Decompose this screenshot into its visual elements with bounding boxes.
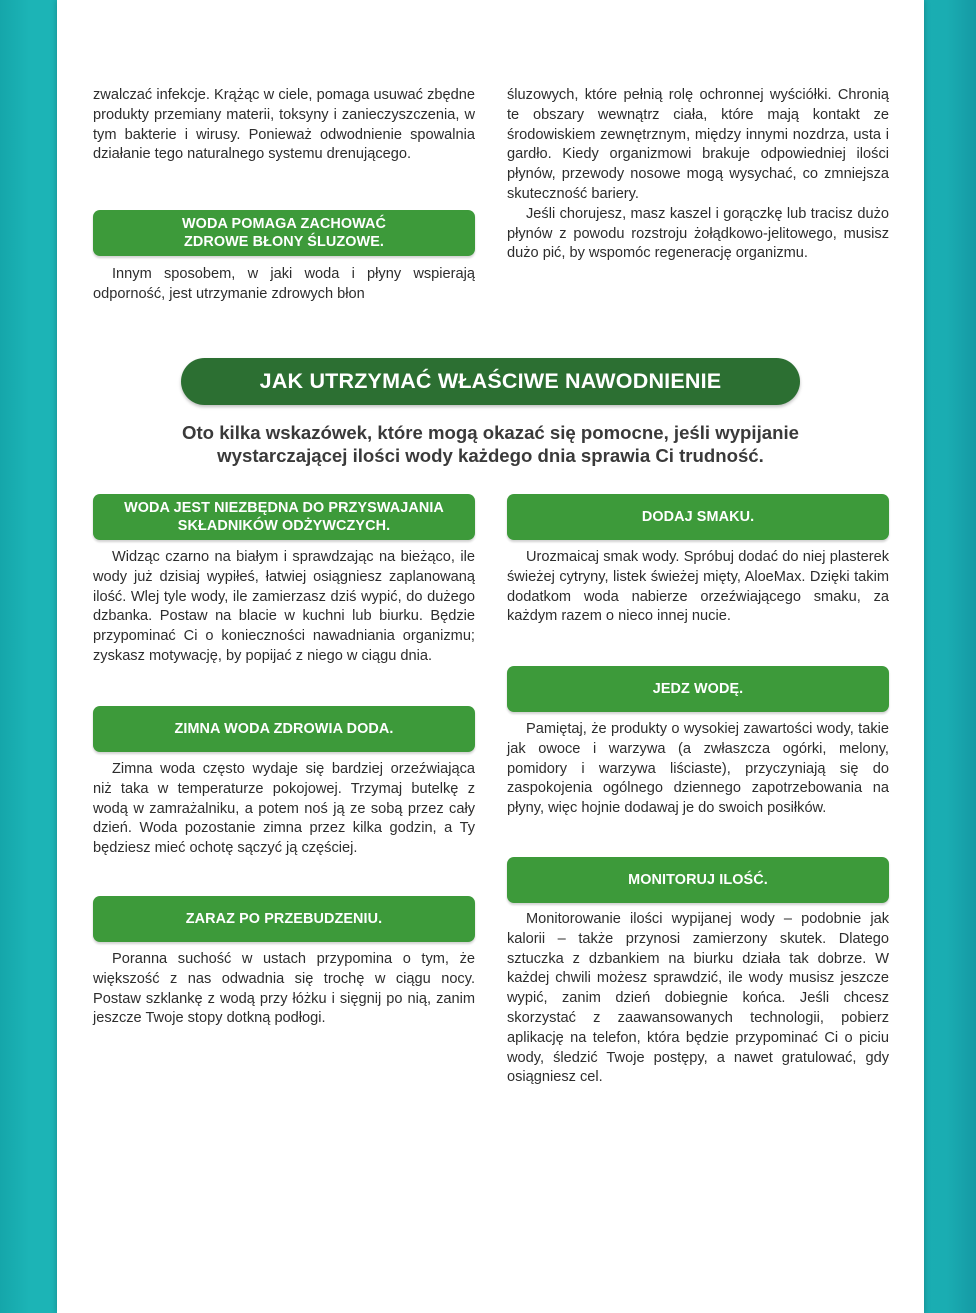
- section-intro: [117, 421, 864, 467]
- left-intro-text: zwalczać infekcje. Krążąc w ciele, pomaga usuwać zbędne produkty przemiany materii, toksyny i zanieczyszczenia, w tym bakterie i wirusy. Ponieważ odwodnienie spowalnia działanie tego naturalnego systemu drenującego.: [93, 87, 475, 163]
- heading-cold-water: [93, 706, 475, 752]
- right-top-block: [507, 86, 889, 264]
- flavor-text: Urozmaicaj smak wody. Spróbuj dodać do niej plasterek świeżej cytryny, listek świeżej mięty, AloeMax. Dzięki takim dodatkom woda nabierze orzeźwiającego smaku, za każdym razem o nieco innej nucie.: [507, 549, 889, 625]
- heading-flavor: [507, 494, 889, 540]
- heading-mucous-label: WODA POMAGA ZACHOWAĆ ZDROWE BŁONY ŚLUZOWE.: [182, 216, 386, 250]
- heading-monitor-label: MONITORUJ ILOŚĆ.: [628, 872, 768, 888]
- right-text-sick: Jeśli chorujesz, masz kaszel i gorączkę lub tracisz dużo płynów z powodu rozstroju żołądkowo-jelitowego, musisz dużo pić, by wspomóc regenerację organizmu.: [507, 205, 889, 262]
- monitor-text: Monitorowanie ilości wypijanej wody – podobnie jak kalorii – także przynosi zamierzony skutek. Dlatego sztuczka z dzbankiem na biurku działa tak dobrze. W każdej chwili możesz sprawdzić, ile wody musisz jeszcze wypić, zanim dzień dobiegnie końca. Jeśli chcesz skorzystać z zaawansowanych technologii, pobierz aplikację na telefon, która będzie przypominać Ci o piciu wody, śledzić Twoje postępy, a nawet gratulować, gdy osiągniesz cel.: [507, 911, 889, 1086]
- section-banner: [181, 358, 800, 405]
- heading-cold-water-label: ZIMNA WODA ZDROWIA DODA.: [174, 721, 394, 737]
- mucous-text-block: [93, 265, 475, 305]
- heading-wake-up: [93, 896, 475, 942]
- left-intro-block: [93, 86, 475, 165]
- nutrients-text-block: [93, 548, 475, 667]
- heading-eat-water-label: JEDZ WODĘ.: [652, 681, 744, 697]
- heading-eat-water: [507, 666, 889, 712]
- intro-line-1: Oto kilka wskazówek, które mogą okazać się pomocne, jeśli wypijanie: [182, 422, 799, 443]
- cold-water-text: Zimna woda często wydaje się bardziej orzeźwiająca niż taka w temperaturze pokojowej. Trzymaj butelkę z wodą w zamrażalniku, a potem noś ją ze sobą przez cały dzień. Woda pozostanie zimna przez kilka godzin, a Ty będziesz mieć ochotę sączyć ją częściej.: [93, 761, 475, 857]
- wake-up-text: Poranna suchość w ustach przypomina o tym, że większość z nas odwadnia się trochę w ciągu nocy. Postaw szklankę z wodą przy łóżku i sięgnij po nią, zanim jeszcze Twoje stopy dotkną podłogi.: [93, 951, 475, 1027]
- right-text-continue: śluzowych, które pełnią rolę ochronnej wyściółki. Chronią te obszary wewnątrz ciała, które mają kontakt ze środowiskiem zewnętrznym, między innymi nozdrza, usta i gardło. Kiedy organizmowi brakuje odpowiedniej ilości płynów, przewody nosowe mogą wysychać, co zmniejsza skuteczność bariery.: [507, 87, 889, 202]
- mucous-text-start: Innym sposobem, w jaki woda i płyny wspierają odporność, jest utrzymanie zdrowych błon: [93, 266, 475, 302]
- eat-water-text-block: [507, 720, 889, 819]
- heading-flavor-label: DODAJ SMAKU.: [641, 509, 755, 525]
- heading-wake-up-label: ZARAZ PO PRZEBUDZENIU.: [185, 911, 383, 927]
- heading-nutrients-line-1: WODA JEST NIEZBĘDNA DO PRZYSWAJANIA: [124, 500, 444, 516]
- cold-water-text-block: [93, 760, 475, 859]
- heading-nutrients: [93, 494, 475, 540]
- nutrients-text: Widząc czarno na białym i sprawdzając na bieżąco, ile wody już dzisiaj wypiłeś, łatwiej osiągniesz zaplanowaną ilość. Wlej tyle wody, ile zamierzasz dziś wypić, do dużego dzbanka. Postaw na blacie w kuchni lub biurku. Będzie przypominać Ci o konieczności nawadniania organizmu; zyskasz motywację, by popijać z niego w ciągu dnia.: [93, 549, 475, 664]
- heading-monitor: [507, 857, 889, 903]
- flavor-text-block: [507, 548, 889, 627]
- intro-line-2: wystarczającej ilości wody każdego dnia sprawia Ci trudność.: [217, 445, 764, 466]
- heading-mucous-membranes: [93, 210, 475, 256]
- heading-nutrients-line-2: SKŁADNIKÓW ODŻYWCZYCH.: [177, 518, 391, 534]
- document-page: [57, 0, 924, 1313]
- eat-water-text: Pamiętaj, że produkty o wysokiej zawartości wody, takie jak owoce i warzywa (a zwłaszcza ogórki, melony, pomidory i warzywa liściaste), przyczyniają się do zaspokojenia ogólnego dziennego zapotrzebowania na płyny, więc hojnie dodawaj je do swoich posiłków.: [507, 721, 889, 817]
- monitor-text-block: [507, 910, 889, 1088]
- wake-up-text-block: [93, 950, 475, 1029]
- banner-title: JAK UTRZYMAĆ WŁAŚCIWE NAWODNIENIE: [259, 369, 722, 393]
